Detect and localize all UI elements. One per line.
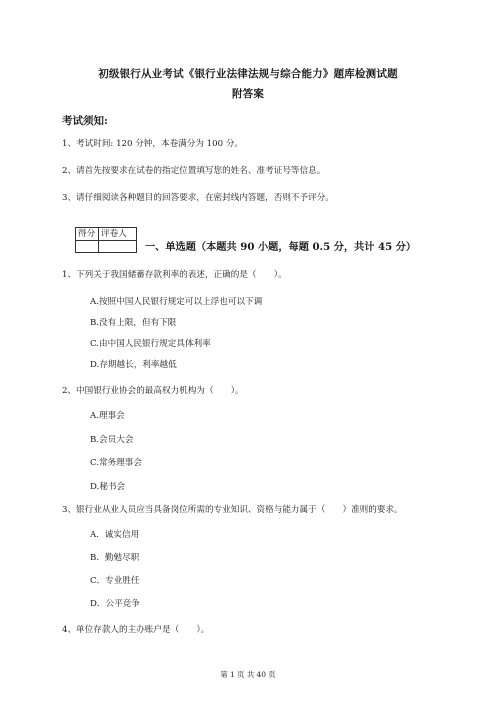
score-label: 得分 (78, 229, 96, 239)
notice-item: 3、请仔细阅读各种题目的回答要求，在密封线内答题，否则不予评分。 (62, 193, 334, 203)
question-stem: 2、中国银行业协会的最高权力机构为（ ）。 (62, 386, 244, 396)
document-title: 初级银行从业考试《银行业法律法规与综合能力》题库检测试题 (98, 68, 398, 80)
question-option: D.存期越长，利率越低 (90, 360, 177, 370)
question-option: B．勤勉尽职 (90, 553, 140, 563)
question-option: D．公平竞争 (90, 599, 140, 609)
page-footer: 第 1 页 共 40 页 (220, 670, 276, 679)
question-option: D.秘书会 (90, 482, 126, 492)
section-heading: 一、单选题（本题共 90 小题，每题 0.5 分，共计 45 分） (145, 241, 417, 253)
question-stem: 3、银行业从业人员应当具备岗位所需的专业知识、资格与能力属于（ ）准则的要求。 (62, 505, 403, 515)
score-box (75, 227, 137, 253)
question-option: C.由中国人民银行规定具体利率 (90, 339, 211, 349)
notice-item: 1、考试时间: 120 分钟，本卷满分为 100 分。 (62, 139, 244, 149)
document-subtitle: 附答案 (231, 88, 265, 100)
question-option: A.按照中国人民银行规定可以上浮也可以下调 (90, 297, 263, 307)
question-option: C．专业胜任 (90, 576, 140, 586)
score-box-divider (98, 228, 99, 252)
question-option: A.理事会 (90, 411, 125, 421)
question-option: B.没有上限，但有下限 (90, 318, 177, 328)
question-option: A．诚实信用 (90, 530, 140, 540)
reviewer-label: 评卷人 (101, 229, 127, 239)
notice-heading: 考试须知: (62, 115, 108, 127)
question-option: B.会员大会 (90, 435, 134, 445)
question-option: C.常务理事会 (90, 458, 142, 468)
question-stem: 1、下列关于我国储蓄存款利率的表述，正确的是（ ）。 (62, 270, 287, 280)
notice-item: 2、请首先按要求在试卷的指定位置填写您的姓名、准考证号等信息。 (62, 166, 326, 176)
question-stem: 4、单位存款人的主办账户是（ ）。 (62, 625, 210, 635)
